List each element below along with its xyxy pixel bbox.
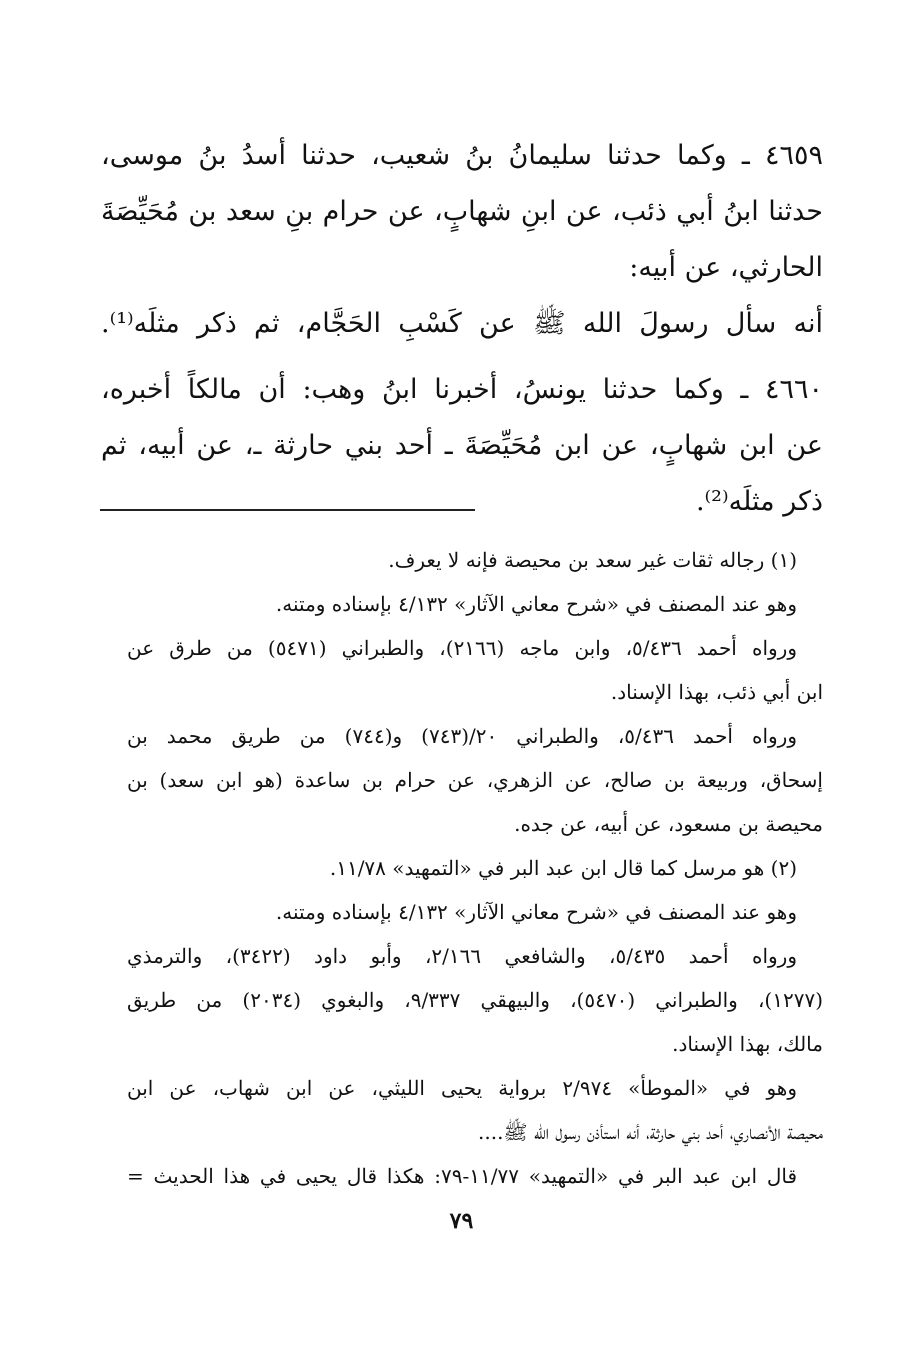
hadith-4659-matn: أنه سأل رسولَ الله ﷺ عن كَسْبِ الحَجَّام، ثم ذكر مثلَه⁽¹⁾.: [101, 308, 823, 339]
footnote-2-line-8: قال ابن عبد البر في «التمهيد» ١١/٧٧-٧٩: هكذا قال يحيى في هذا الحديث =: [127, 1164, 798, 1188]
footnote-1-line-7: محيصة بن مسعود، عن أبيه، عن جده.: [514, 812, 823, 836]
footnote-2-line-3: ورواه أحمد ٥/٤٣٥، والشافعي ٢/١٦٦، وأبو داود (٣٤٢٢)، والترمذي: [127, 944, 797, 968]
page-number: ٧٩: [449, 1208, 474, 1234]
hadith-4659-line-3: الحارثي، عن أبيه:: [629, 252, 823, 283]
hadith-4659-line-2: حدثنا ابنُ أبي ذئب، عن ابنِ شهابٍ، عن حرام بنِ سعد بن مُحَيِّصَةَ: [101, 196, 823, 227]
footnote-1-line-3: ورواه أحمد ٥/٤٣٦، وابن ماجه (٢١٦٦)، والطبراني (٥٤٧١) من طرق عن: [127, 636, 797, 660]
hadith-4660-line-1: ٤٦٦٠ ـ وكما حدثنا يونسُ، أخبرنا ابنُ وهب: أن مالكاً أخبره،: [101, 374, 823, 405]
footnote-2-line-6: وهو في «الموطأ» ٢/٩٧٤ برواية يحيى الليثي، عن ابن شهاب، عن ابن: [127, 1076, 798, 1100]
footnote-1-line-4: ابن أبي ذئب، بهذا الإسناد.: [610, 680, 823, 704]
footnote-1-line-6: إسحاق، وربيعة بن صالح، عن الزهري، عن حرام بن ساعدة (هو ابن سعد) بن: [127, 768, 823, 792]
main-text: [101, 128, 823, 530]
footnote-1-line-2: وهو عند المصنف في «شرح معاني الآثار» ٤/١٣٢ بإسناده ومتنه.: [275, 592, 797, 616]
footnote-2-line-2: وهو عند المصنف في «شرح معاني الآثار» ٤/١٣٢ بإسناده ومتنه.: [275, 900, 797, 924]
hadith-4660-line-3: ذكر مثلَه⁽²⁾.: [695, 486, 823, 517]
footnote-1-line-1: (١) رجاله ثقات غير سعد بن محيصة فإنه لا يعرف.: [388, 548, 797, 572]
footnote-2-line-5: مالك، بهذا الإسناد.: [672, 1032, 823, 1056]
hadith-4659-line-1: ٤٦٥٩ ـ وكما حدثنا سليمانُ بنُ شعيب، حدثنا أسدُ بنُ موسى،: [101, 140, 823, 171]
footnote-2-line-7: محيصة الأنصاري، أحد بني حارثة، أنه استأذن رسول الله ﷺ....: [478, 1120, 823, 1144]
hadith-4660-line-2: عن ابن شهابٍ، عن ابن مُحَيِّصَةَ ـ أحد بني حارثة ـ، عن أبيه، ثم: [101, 430, 823, 461]
footnote-2-line-1: (٢) هو مرسل كما قال ابن عبد البر في «التمهيد» ١١/٧٨.: [329, 856, 797, 880]
footnote-2-line-4: (١٢٧٧)، والطبراني (٥٤٧٠)، والبيهقي ٩/٣٣٧، والبغوي (٢٠٣٤) من طريق: [127, 988, 823, 1012]
footnote-1-line-5: ورواه أحمد ٥/٤٣٦، والطبراني ٢٠/(٧٤٣) و(٧٤٤) من طريق محمد بن: [127, 724, 798, 748]
footnote-separator: [100, 509, 475, 511]
footnotes: [127, 538, 823, 1198]
